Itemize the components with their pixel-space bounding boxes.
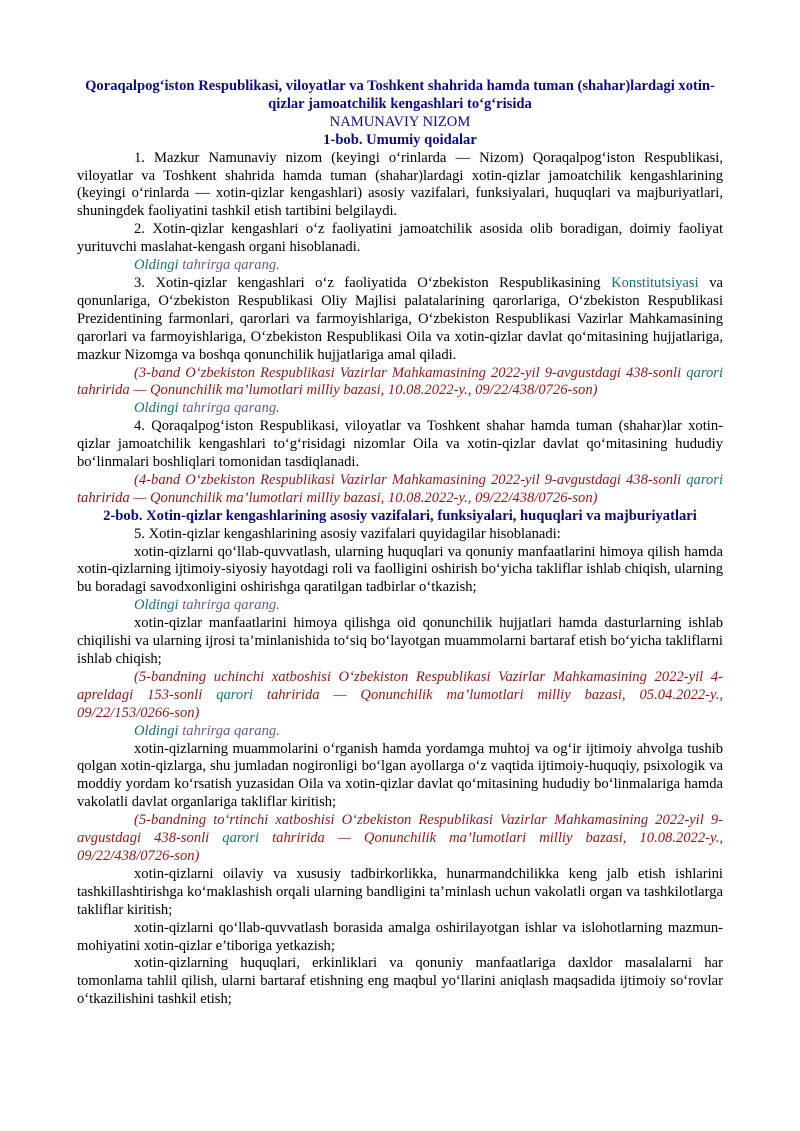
- previous-edition-link[interactable]: Oldingi: [134, 597, 179, 614]
- paragraph-2: 2. Xotin-qizlar kengashlari o‘z faoliyatini jamoatchilik asosida olib boradigan, doimiy faoliyat yurituvchi maslahat-kengash organi hisoblanadi.: [77, 221, 723, 256]
- previous-edition-ref: Oldingi tahrirga qarang.: [134, 400, 280, 417]
- paragraph-5-item: xotin-qizlarni qo‘llab-quvvatlash, ularning huquqlari va qonuniy manfaatlarini himoya qilish hamda xotin-qizlarning ijtimoiy-siyosiy hayotdagi roli va faolligini oshirish bo‘yicha takliflar ishlab chiqish, ularning bu boradagi savodxonligini oshirishga qaratilgan tadbirlar o‘tkazish;: [77, 543, 723, 596]
- resolution-link[interactable]: qarori: [222, 830, 260, 847]
- previous-edition-link[interactable]: Oldingi: [134, 400, 179, 417]
- resolution-link[interactable]: qarori: [686, 364, 723, 381]
- document-title: Qoraqalpog‘iston Respublikasi, viloyatlar va Toshkent shahrida hamda tuman (shahar)lardagi xotin-qizlar jamoatchilik kengashlari to‘g‘risida: [85, 78, 715, 112]
- chapter-2-heading: 2-bob. Xotin-qizlar kengashlarining asosiy vazifalari, funksiyalari, huquqlari va majburiyatlari: [103, 507, 697, 524]
- document-subtitle: NAMUNAVIY NIZOM: [329, 113, 471, 130]
- paragraph-5-item: xotin-qizlar manfaatlarini himoya qilishga oid qonunchilik hujjatlari hamda dasturlarning ishlab chiqilishi va ularning ijrosi ta’minlanishida to‘siq bo‘layotgan muammolarni bartaraf etish bo‘yicha takliflarni ishlab chiqish;: [77, 615, 723, 667]
- previous-edition-link[interactable]: Oldingi: [134, 722, 179, 739]
- paragraph-5-item: xotin-qizlarni qo‘llab-quvvatlash borasida amalga oshirilayotgan ishlar va islohotlarning mazmun-mohiyatini xotin-qizlar e’tiboriga yetkazish;: [77, 919, 723, 954]
- chapter-1-heading: 1-bob. Umumiy qoidalar: [323, 131, 477, 148]
- paragraph-1: 1. Mazkur Namunaviy nizom (keyingi o‘rinlarda — Nizom) Qoraqalpog‘iston Respublikasi, viloyatlar va Toshkent shahrida hamda tuman (shahar)lardagi xotin-qizlar jamoatchilik kengashlarining (keyingi o‘rinlarda — xotin-qizlar kengashlari) asosiy vazifalari, funksiyalari, huquqlari va majburiyatlari, shuningdek faoliyatini tashkil etish tartibini belgilaydi.: [77, 149, 723, 220]
- amendment-note-4: (4-band O‘zbekiston Respublikasi Vazirlar Mahkamasining 2022-yil 9-avgustdagi 438-sonli qarori tahririda — Qonunchilik ma’lumotlari milliy bazasi, 10.08.2022-y., 09/22/438/0726-son): [77, 471, 723, 506]
- paragraph-5-item: xotin-qizlarni oilaviy va xususiy tadbirkorlikka, hunarmandchilikka keng jalb etish ishlarini tashkillashtirishga ko‘maklashish orqali ularning bandligini ta’minlash uchun vakolatli organ va tashkilotlarga takliflar kiritish;: [77, 865, 723, 918]
- paragraph-3: 3. Xotin-qizlar kengashlari o‘z faoliyatida O‘zbekiston Respublikasining Konstitutsiyasi va qonunlariga, O‘zbekiston Respublikasi Oliy Majlisi palatalarining qarorlariga, O‘zbekiston Respublikasi Prezidentining farmonlari, qarorlari va farmoyishlariga, O‘zbekiston Respublikasi Vazirlar Mahkamasining qarorlari va farmoyishlariga, O‘zbekiston Respublikasi Oila va xotin-qizlar davlat qo‘mitasining hujjatlariga, mazkur Nizomga va boshqa qonunchilik hujjatlariga amal qiladi.: [77, 274, 723, 363]
- previous-edition-ref: Oldingi tahrirga qarang.: [134, 257, 280, 274]
- previous-edition-ref: Oldingi tahrirga qarang.: [134, 722, 280, 739]
- amendment-note-5-3: (5-bandning uchinchi xatboshisi O‘zbekiston Respublikasi Vazirlar Mahkamasining 2022-yil 4-apreldagi 153-sonli qarori tahririda — Qonunchilik ma’lumotlari milliy bazasi, 05.04.2022-y., 09/22/153/0266-son): [77, 668, 723, 721]
- paragraph-4: 4. Qoraqalpog‘iston Respublikasi, viloyatlar va Toshkent shahar hamda tuman (shahar)lar xotin-qizlar jamoatchilik kengashlari to‘g‘risidagi nizomlar Oila va xotin-qizlar davlat qo‘mitasining hududiy bo‘linmalari boshliqlari tomonidan tasdiqlanadi.: [77, 418, 723, 471]
- paragraph-5-item: xotin-qizlarning muammolarini o‘rganish hamda yordamga muhtoj va og‘ir ijtimoiy ahvolga tushib qolgan xotin-qizlarga, shu jumladan nogironligi bo‘lgan ayollarga o‘z vaqtida ijtimoiy-huquqiy, psixologik va moddiy yordam ko‘rsatish yuzasidan Oila va xotin-qizlar davlat qo‘mitasining hududiy bo‘linmalariga hamda vakolatli davlat organlariga takliflar kiritish;: [77, 740, 723, 811]
- document-page: [77, 78, 723, 1009]
- amendment-note-5-4: (5-bandning to‘rtinchi xatboshisi O‘zbekiston Respublikasi Vazirlar Mahkamasining 2022-yil 9-avgustdagi 438-sonli qarori tahririda — Qonunchilik ma’lumotlari milliy bazasi, 10.08.2022-y., 09/22/438/0726-son): [77, 812, 723, 864]
- previous-edition-ref: Oldingi tahrirga qarang.: [134, 597, 280, 614]
- previous-edition-link[interactable]: Oldingi: [134, 257, 179, 274]
- resolution-link[interactable]: qarori: [216, 686, 253, 703]
- paragraph-5: 5. Xotin-qizlar kengashlarining asosiy vazifalari quyidagilar hisoblanadi:: [134, 525, 561, 542]
- paragraph-5-item: xotin-qizlarning huquqlari, erkinliklari va qonuniy manfaatlariga daxldor masalalarni har tomonlama tahlil qilish, ularni bartaraf etishning eng maqbul yo‘llarini aniqlash maqsadida ijtimoiy so‘rovlar o‘tkazilishini tashkil etish;: [77, 955, 723, 1008]
- amendment-note-3: (3-band O‘zbekiston Respublikasi Vazirlar Mahkamasining 2022-yil 9-avgustdagi 438-sonli qarori tahririda — Qonunchilik ma’lumotlari milliy bazasi, 10.08.2022-y., 09/22/438/0726-son): [77, 364, 723, 399]
- constitution-link[interactable]: Konstitutsiyasi: [611, 274, 699, 291]
- resolution-link[interactable]: qarori: [686, 471, 723, 488]
